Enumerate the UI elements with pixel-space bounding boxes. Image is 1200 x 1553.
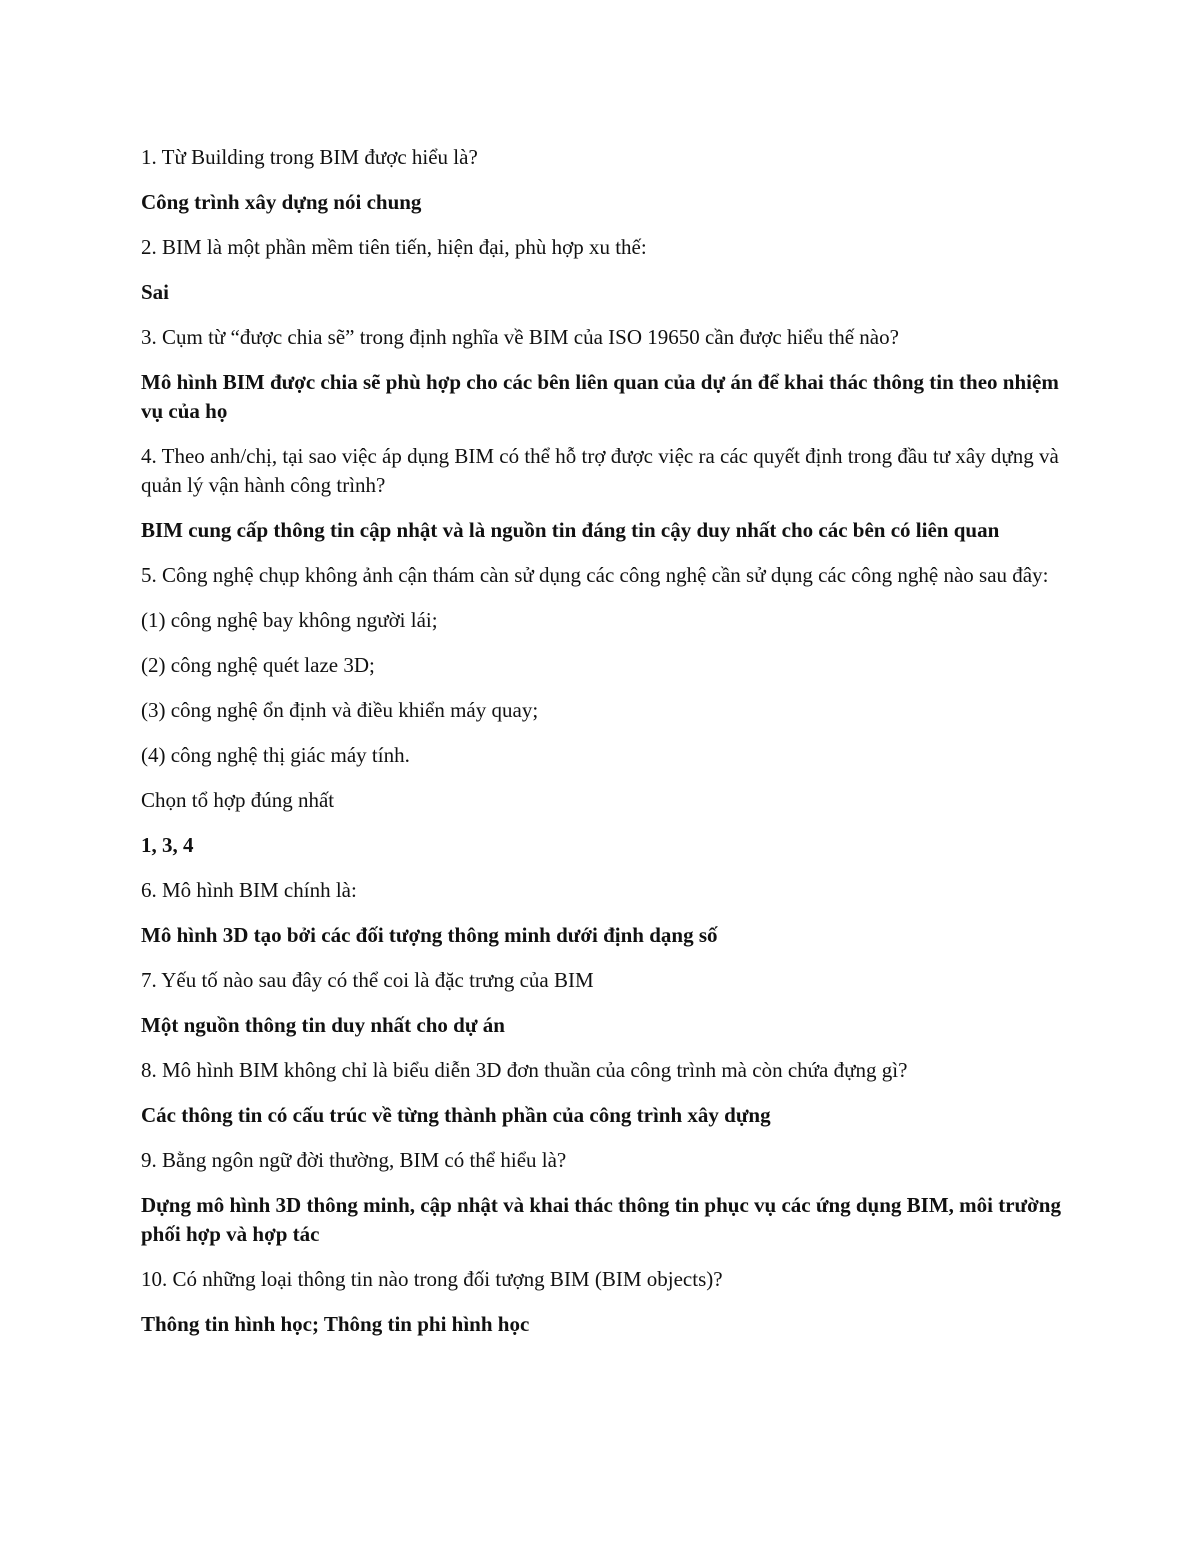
question-5-option-2: (2) công nghệ quét laze 3D; (141, 653, 375, 677)
answer-5: 1, 3, 4 (141, 833, 194, 857)
question-5-option-3: (3) công nghệ ổn định và điều khiển máy quay; (141, 698, 539, 722)
answer-10: Thông tin hình học; Thông tin phi hình học (141, 1312, 530, 1336)
document-page (141, 143, 1061, 1355)
answer-3: Mô hình BIM được chia sẽ phù hợp cho các bên liên quan của dự án để khai thác thông tin theo nhiệm vụ của họ (141, 370, 1059, 423)
question-2: 2. BIM là một phần mềm tiên tiến, hiện đại, phù hợp xu thế: (141, 235, 647, 259)
question-9: 9. Bằng ngôn ngữ đời thường, BIM có thể hiểu là? (141, 1148, 567, 1172)
question-5-option-4: (4) công nghệ thị giác máy tính. (141, 743, 410, 767)
answer-7: Một nguồn thông tin duy nhất cho dự án (141, 1013, 505, 1037)
question-3: 3. Cụm từ “được chia sẽ” trong định nghĩa về BIM của ISO 19650 cần được hiểu thế nào? (141, 325, 899, 349)
question-1: 1. Từ Building trong BIM được hiểu là? (141, 145, 478, 169)
answer-2: Sai (141, 280, 170, 304)
answer-4: BIM cung cấp thông tin cập nhật và là nguồn tin đáng tin cậy duy nhất cho các bên có liên quan (141, 518, 1000, 542)
question-5-option-1: (1) công nghệ bay không người lái; (141, 608, 438, 632)
question-5-prompt: Chọn tổ hợp đúng nhất (141, 788, 335, 812)
answer-1: Công trình xây dựng nói chung (141, 190, 422, 214)
question-10: 10. Có những loại thông tin nào trong đối tượng BIM (BIM objects)? (141, 1267, 723, 1291)
question-8: 8. Mô hình BIM không chỉ là biểu diễn 3D đơn thuần của công trình mà còn chứa đựng gì? (141, 1058, 908, 1082)
question-5: 5. Công nghệ chụp không ảnh cận thám càn sử dụng các công nghệ cần sử dụng các công nghệ nào sau đây: (141, 563, 1049, 587)
question-4: 4. Theo anh/chị, tại sao việc áp dụng BIM có thể hỗ trợ được việc ra các quyết định trong đầu tư xây dựng và quản lý vận hành công trình? (141, 444, 1059, 497)
question-7: 7. Yếu tố nào sau đây có thể coi là đặc trưng của BIM (141, 968, 594, 992)
answer-8: Các thông tin có cấu trúc về từng thành phần của công trình xây dựng (141, 1103, 771, 1127)
answer-9: Dựng mô hình 3D thông minh, cập nhật và khai thác thông tin phục vụ các ứng dụng BIM, môi trường phối hợp và hợp tác (141, 1193, 1061, 1246)
answer-6: Mô hình 3D tạo bởi các đối tượng thông minh dưới định dạng số (141, 923, 718, 947)
question-6: 6. Mô hình BIM chính là: (141, 878, 357, 902)
